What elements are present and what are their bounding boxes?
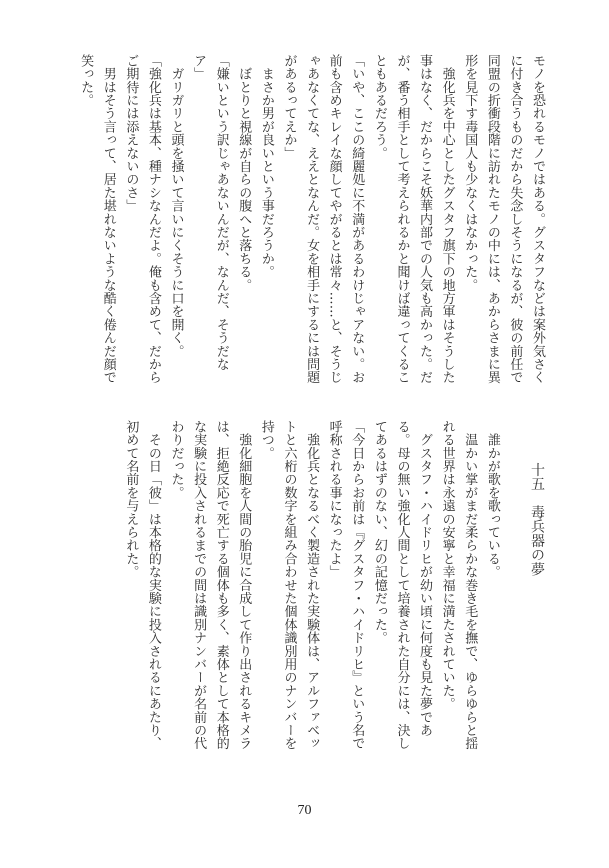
- text-column: 笑った。: [78, 54, 94, 107]
- text-column: があるってえか」: [281, 54, 297, 160]
- text-column: 事はなく、だからこそ妖華内部での人気も高かった。だ: [417, 54, 433, 384]
- text-column: 強化兵を中心としたグスタフ旗下の地方軍はそうした: [439, 54, 455, 384]
- text-column: 「強化兵は基本、種ナシなんだよ。俺も含めて、だから: [145, 54, 161, 384]
- text-column: 誰かが歌を歌っている。: [484, 420, 500, 579]
- text-column: 初めて名前を与えられた。: [123, 420, 139, 579]
- text-column: 呼称される事になったよ」: [326, 420, 342, 579]
- text-column: わりだった。: [168, 420, 184, 500]
- text-column: れる世界は永遠の安寧と幸福に満たされていた。: [439, 420, 455, 711]
- text-column: ともあるだろう。: [371, 54, 387, 160]
- text-column: ゃあなくてな、ええとなんだ。女を相手にするには問題: [304, 54, 320, 384]
- text-column: グスタフ・ハイドリヒが幼い頃に何度も見た夢であ: [417, 420, 433, 737]
- text-column: ア」: [191, 54, 207, 81]
- text-block-top: [74, 54, 548, 390]
- text-column: 同盟の折衝段階に訪れたモノの中には、あからさまに異: [484, 54, 500, 384]
- text-column: 男はそう言って、居た堪れないような酷く倦んだ顔で: [100, 54, 116, 384]
- text-column: トと六桁の数字を組み合わせた個体識別用のナンバーを: [281, 420, 297, 750]
- text-column: 「今日からお前は『グスタフ・ハイドリヒ』という名で: [349, 420, 365, 750]
- text-column: 温かい掌がまだ柔らかな巻き毛を撫で、ゆらゆらと揺: [462, 420, 478, 750]
- text-column: が、番う相手として考えられるかと聞けば違ってくるこ: [394, 54, 410, 384]
- text-column: 強化細胞を人間の胎児に合成して作り出されるキメラ: [236, 420, 252, 750]
- blank-column: [503, 420, 526, 760]
- text-column: その日「彼」は本格的な実験に投入されるにあたり、: [145, 420, 161, 750]
- text-column: 前も含めキレイな顔してやがるとは常々……と、そうじ: [326, 54, 342, 384]
- chapter-heading: 十五 毒兵器の夢: [529, 420, 545, 577]
- text-column: に付き合うものだから失念しそうになるが、彼の前任で: [507, 54, 523, 384]
- text-column: てあるはずのない、幻の記憶だった。: [371, 420, 387, 645]
- text-column: 強化兵となるべく製造された実験体は、アルファベッ: [304, 420, 320, 750]
- text-column: な実験に投入されるまでの間は識別ナンバーが名前の代: [191, 420, 207, 750]
- text-column: 形を見下す毒国人も少なくはなかった。: [462, 54, 478, 292]
- text-column: ぼとりと視線が自らの腹へと落ちる。: [236, 54, 252, 292]
- text-column: は、拒絶反応で死亡する個体も多く、素体として本格的: [213, 420, 229, 750]
- text-column: る。母の無い強化人間として培養された自分には、決し: [394, 420, 410, 750]
- text-column: ご期待には添えないのさ」: [123, 54, 139, 213]
- text-column: モノを恐れるモノではある。グスタフなどは案外気さく: [530, 54, 545, 384]
- text-column: 「いや、ここの綺麗処に不満があるわけじゃアない。お: [349, 54, 365, 384]
- text-column: ガリガリと頭を掻いて言いにくそうに口を開く。: [168, 54, 184, 358]
- text-column: 「嫌いという訳じゃあないんだが、なんだ、そうだな: [213, 54, 229, 371]
- text-column: まさか男が良いという事だろうか。: [258, 54, 274, 279]
- page-number: 70: [297, 803, 312, 818]
- text-block-bottom: [119, 420, 548, 760]
- text-column: 持つ。: [258, 420, 274, 460]
